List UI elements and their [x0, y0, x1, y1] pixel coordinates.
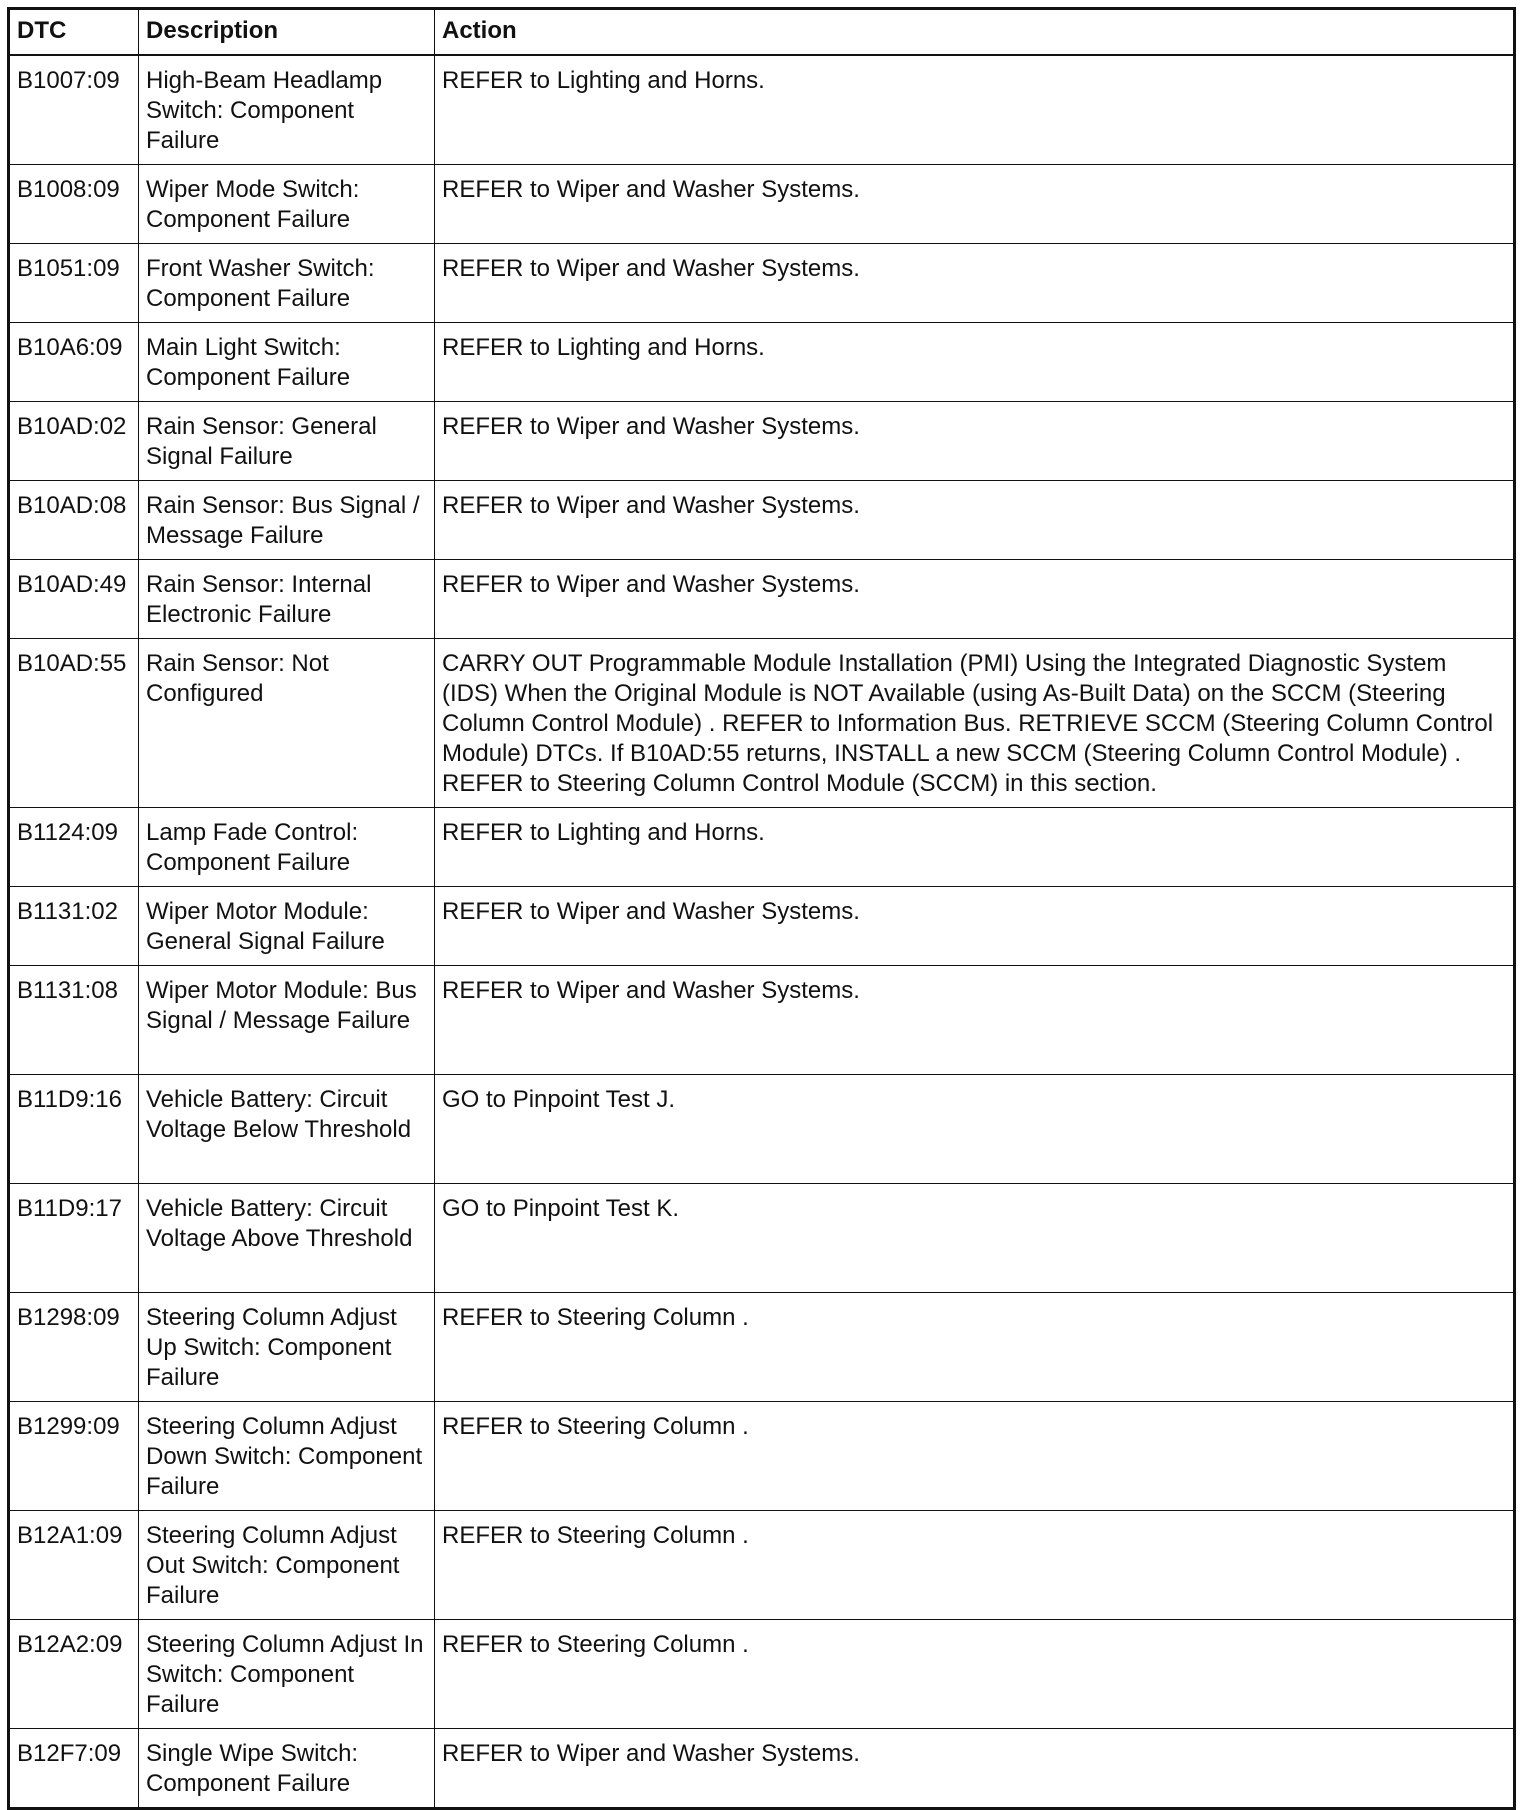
dtc-description: Steering Column Adjust Up Switch: Component Failure: [139, 1293, 435, 1402]
dtc-description: Lamp Fade Control: Component Failure: [139, 808, 435, 887]
dtc-code: B11D9:17: [9, 1184, 139, 1293]
table-row: [9, 966, 1515, 1075]
header-description: Description: [139, 9, 435, 56]
dtc-description: Wiper Motor Module: Bus Signal / Message Failure: [139, 966, 435, 1075]
dtc-code: B1007:09: [9, 55, 139, 165]
dtc-action: REFER to Wiper and Washer Systems.: [435, 1729, 1515, 1809]
dtc-code: B10AD:08: [9, 481, 139, 560]
dtc-action: REFER to Steering Column .: [435, 1511, 1515, 1620]
dtc-code: B1131:08: [9, 966, 139, 1075]
table-row: [9, 1729, 1515, 1809]
dtc-description: Rain Sensor: Not Configured: [139, 639, 435, 808]
dtc-description: Wiper Mode Switch: Component Failure: [139, 165, 435, 244]
table-row: [9, 1620, 1515, 1729]
dtc-code: B1131:02: [9, 887, 139, 966]
table-row: [9, 55, 1515, 165]
table-row: [9, 560, 1515, 639]
dtc-action: REFER to Wiper and Washer Systems.: [435, 481, 1515, 560]
dtc-code: B1124:09: [9, 808, 139, 887]
dtc-table: [7, 7, 1516, 1810]
dtc-action: REFER to Steering Column .: [435, 1402, 1515, 1511]
dtc-action: REFER to Wiper and Washer Systems.: [435, 165, 1515, 244]
table-row: [9, 323, 1515, 402]
table-row: [9, 639, 1515, 808]
dtc-action: REFER to Wiper and Washer Systems.: [435, 244, 1515, 323]
dtc-action: REFER to Wiper and Washer Systems.: [435, 887, 1515, 966]
table-row: [9, 1511, 1515, 1620]
dtc-description: Front Washer Switch: Component Failure: [139, 244, 435, 323]
dtc-action: REFER to Lighting and Horns.: [435, 323, 1515, 402]
dtc-code: B1299:09: [9, 1402, 139, 1511]
dtc-description: Single Wipe Switch: Component Failure: [139, 1729, 435, 1809]
dtc-description: Steering Column Adjust Out Switch: Component Failure: [139, 1511, 435, 1620]
table-row: [9, 1184, 1515, 1293]
dtc-code: B10A6:09: [9, 323, 139, 402]
dtc-description: Steering Column Adjust Down Switch: Component Failure: [139, 1402, 435, 1511]
dtc-description: Vehicle Battery: Circuit Voltage Above Threshold: [139, 1184, 435, 1293]
dtc-action: REFER to Wiper and Washer Systems.: [435, 966, 1515, 1075]
table-row: [9, 244, 1515, 323]
dtc-description: Rain Sensor: General Signal Failure: [139, 402, 435, 481]
dtc-code: B1051:09: [9, 244, 139, 323]
dtc-code: B12A2:09: [9, 1620, 139, 1729]
header-dtc: DTC: [9, 9, 139, 56]
table-row: [9, 808, 1515, 887]
dtc-action: REFER to Lighting and Horns.: [435, 808, 1515, 887]
dtc-action: GO to Pinpoint Test J.: [435, 1075, 1515, 1184]
table-row: [9, 887, 1515, 966]
dtc-description: Rain Sensor: Internal Electronic Failure: [139, 560, 435, 639]
dtc-action: REFER to Steering Column .: [435, 1293, 1515, 1402]
dtc-description: Vehicle Battery: Circuit Voltage Below Threshold: [139, 1075, 435, 1184]
table-row: [9, 481, 1515, 560]
dtc-description: High-Beam Headlamp Switch: Component Failure: [139, 55, 435, 165]
table-row: [9, 165, 1515, 244]
table-row: [9, 1402, 1515, 1511]
dtc-description: Main Light Switch: Component Failure: [139, 323, 435, 402]
dtc-code: B1298:09: [9, 1293, 139, 1402]
dtc-code: B12F7:09: [9, 1729, 139, 1809]
dtc-code: B1008:09: [9, 165, 139, 244]
dtc-action: CARRY OUT Programmable Module Installation (PMI) Using the Integrated Diagnostic System (IDS) When the Original Module is NOT Available (using As-Built Data) on the SCCM (Steering Column Control Module) . REFER to Information Bus. RETRIEVE SCCM (Steering Column Control Module) DTCs. If B10AD:55 returns, INSTALL a new SCCM (Steering Column Control Module) . REFER to Steering Column Control Module (SCCM) in this section.: [435, 639, 1515, 808]
dtc-action: REFER to Wiper and Washer Systems.: [435, 402, 1515, 481]
dtc-description: Wiper Motor Module: General Signal Failure: [139, 887, 435, 966]
dtc-action: GO to Pinpoint Test K.: [435, 1184, 1515, 1293]
table-row: [9, 1293, 1515, 1402]
dtc-code: B11D9:16: [9, 1075, 139, 1184]
table-row: [9, 1075, 1515, 1184]
dtc-action: REFER to Lighting and Horns.: [435, 55, 1515, 165]
header-row: [9, 9, 1515, 56]
dtc-code: B10AD:55: [9, 639, 139, 808]
dtc-description: Steering Column Adjust In Switch: Component Failure: [139, 1620, 435, 1729]
dtc-description: Rain Sensor: Bus Signal / Message Failure: [139, 481, 435, 560]
dtc-action: REFER to Steering Column .: [435, 1620, 1515, 1729]
dtc-code: B10AD:49: [9, 560, 139, 639]
header-action: Action: [435, 9, 1515, 56]
dtc-code: B12A1:09: [9, 1511, 139, 1620]
table-row: [9, 402, 1515, 481]
dtc-code: B10AD:02: [9, 402, 139, 481]
dtc-action: REFER to Wiper and Washer Systems.: [435, 560, 1515, 639]
